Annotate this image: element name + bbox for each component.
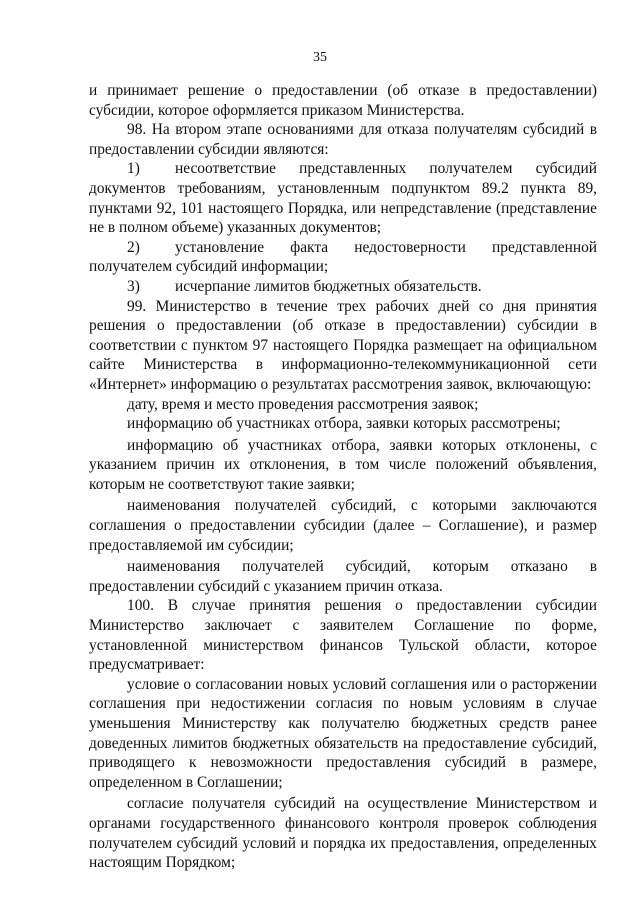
list-item-3 xyxy=(89,277,597,297)
paragraph-98: 98. На втором этапе основаниями для отказа получателям субсидий в предоставлении субсидии являются: xyxy=(89,121,597,158)
paragraph-continuation: и принимает решение о предоставлении (об отказе в предоставлении) субсидии, которое оформляется приказом Министерства. xyxy=(89,82,597,119)
list-item-3-text: исчерпание лимитов бюджетных обязательств. xyxy=(175,277,482,295)
condition-renegotiation: условие о согласовании новых условий соглашения или о расторжении соглашения при недостижении согласия по новым условиям в случае уменьшения Министерству как получателю бюджетных средств ранее доведенных лимитов бюджетных обязательств на предоставление субсидий, приводящего к невозможности предоставления субсидий в размере, определенном в Соглашении; xyxy=(89,675,597,791)
list-item-3-number: 3) xyxy=(127,277,140,295)
list-entry-participants-rejected: информацию об участниках отбора, заявки которых отклонены, с указанием причин их отклонения, в том числе положений объявления, которым не соответствуют такие заявки; xyxy=(89,436,597,493)
list-item-2-text: установление факта недостоверности представленной получателем субсидий информации; xyxy=(89,238,597,276)
list-entry-participants-reviewed: информацию об участниках отбора, заявки которых рассмотрены; xyxy=(127,415,561,433)
page-number: 35 xyxy=(313,50,327,65)
paragraph-99: 99. Министерство в течение трех рабочих дней со дня принятия решения о предоставлении (об отказе в предоставлении) субсидии в соответствии с пунктом 97 настоящего Порядка размещает на официальном сайте Министерства в информационно-телекоммуникационной сети «Интернет» информацию о результатах рассмотрения заявок, включающую: xyxy=(89,297,597,393)
list-item-2 xyxy=(89,238,597,277)
list-item-1-number: 1) xyxy=(127,160,140,178)
list-item-1-text: несоответствие представленных получателем субсидий документов требованиям, установленным подпунктом 89.2 пункта 89, пунктами 92, 101 настоящего Порядка, или непредставление (представление не в полном объеме) указанных документов; xyxy=(89,160,597,237)
list-item-2-number: 2) xyxy=(127,238,140,256)
paragraph-100: 100. В случае принятия решения о предоставлении субсидии Министерство заключает с заявителем Соглашение по форме, установленной министерством финансов Тульской области, которое предусматривает: xyxy=(89,597,597,674)
document-body xyxy=(89,81,597,873)
list-entry-recipients-refused: наименования получателей субсидий, которым отказано в предоставлении субсидий с указанием причин отказа. xyxy=(89,558,597,595)
list-item-1 xyxy=(89,159,597,237)
list-entry-dates: дату, время и место проведения рассмотрения заявок; xyxy=(127,395,479,413)
condition-consent-audit: согласие получателя субсидий на осуществление Министерством и органами государственного финансового контроля проверок соблюдения получателем субсидий условий и порядка их предоставления, определенных настоящим Порядком; xyxy=(89,795,597,872)
list-entry-recipients-agreements: наименования получателей субсидий, с которыми заключаются соглашения о предоставлении субсидии (далее – Соглашение), и размер предоставляемой им субсидии; xyxy=(89,497,597,554)
